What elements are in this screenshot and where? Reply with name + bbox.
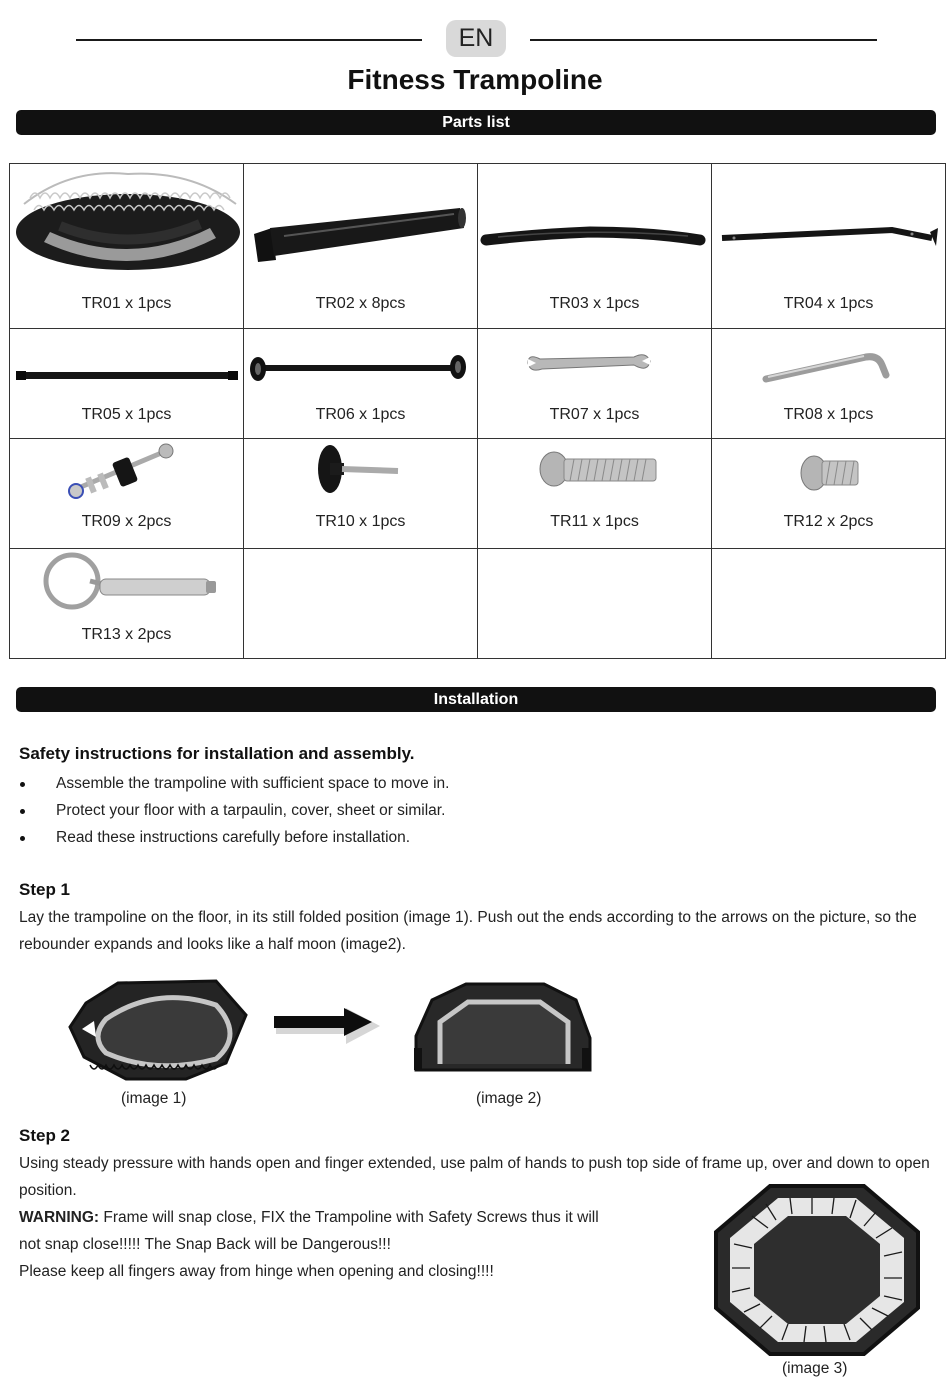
parts-table <box>9 163 946 659</box>
part-cell <box>478 329 712 439</box>
document-title: Fitness Trampoline <box>347 64 603 95</box>
step1-text-line: Lay the trampoline on the floor, in its still folded position (image 1). Push out the ends according to the arrows on the picture, so the <box>19 909 917 926</box>
part-cell <box>244 164 478 329</box>
part-label: TR07 x 1pcs <box>549 406 640 423</box>
part-cell <box>478 439 712 549</box>
part-label: TR03 x 1pcs <box>549 295 640 312</box>
part-cell <box>712 329 946 439</box>
warning-label: WARNING: <box>19 1209 100 1226</box>
straight-tube-icon <box>10 329 243 404</box>
bullet-icon <box>20 809 25 814</box>
warning-line-text: Frame will snap close, FIX the Trampoline with Safety Screws thus it will <box>99 1209 599 1226</box>
list-item <box>19 797 449 824</box>
step2-text-line: Using steady pressure with hands open and finger extended, use palm of hands to push top side of frame up, over and down to open <box>19 1155 930 1172</box>
bent-support-tube-icon <box>712 164 945 289</box>
wrench-icon <box>478 329 711 404</box>
half-moon-trampoline-image-icon <box>410 978 596 1074</box>
part-label: TR01 x 1pcs <box>81 295 172 312</box>
folded-trampoline-mat-icon <box>10 164 243 289</box>
part-label: TR04 x 1pcs <box>783 295 874 312</box>
parts-row <box>10 164 946 329</box>
warning-text <box>19 1204 659 1285</box>
part-label: TR08 x 1pcs <box>783 406 874 423</box>
part-label: TR12 x 2pcs <box>783 513 874 530</box>
part-cell <box>10 164 244 329</box>
part-cell <box>10 329 244 439</box>
empty-cell <box>244 549 478 659</box>
part-label: TR05 x 1pcs <box>81 406 172 423</box>
warning-line: not snap close!!!!! The Snap Back will be Dangerous!!! <box>19 1236 391 1253</box>
list-item-text: Assemble the trampoline with sufficient space to move in. <box>56 775 450 792</box>
bullet-icon <box>20 782 25 787</box>
parts-list-heading: Parts list <box>16 110 936 135</box>
part-label: TR13 x 2pcs <box>81 626 172 643</box>
language-badge: EN <box>446 20 506 57</box>
bullet-icon <box>20 836 25 841</box>
installation-heading: Installation <box>16 687 936 712</box>
image3-caption: (image 3) <box>782 1360 848 1377</box>
parts-row <box>10 549 946 659</box>
image1-caption: (image 1) <box>121 1090 187 1107</box>
curved-handle-tube-icon <box>478 164 711 289</box>
part-cell <box>244 439 478 549</box>
leg-tube-icon <box>244 164 477 289</box>
empty-cell <box>478 549 712 659</box>
list-item-text: Protect your floor with a tarpaulin, cover, sheet or similar. <box>56 802 446 819</box>
image2-caption: (image 2) <box>476 1090 542 1107</box>
crossbar-icon <box>244 329 477 404</box>
warning-line <box>19 1204 659 1231</box>
knob-screw-icon <box>244 439 477 514</box>
part-label: TR06 x 1pcs <box>315 406 406 423</box>
part-cell <box>10 549 244 659</box>
parts-row <box>10 439 946 549</box>
safety-title: Safety instructions for installation and assembly. <box>19 744 415 763</box>
part-label: TR10 x 1pcs <box>315 513 406 530</box>
step2-title: Step 2 <box>19 1126 71 1145</box>
header-rule-left <box>76 39 422 41</box>
warning-line: Please keep all fingers away from hinge when opening and closing!!!! <box>19 1263 494 1280</box>
part-cell <box>244 329 478 439</box>
part-cell <box>712 439 946 549</box>
short-bolt-icon <box>712 439 945 514</box>
long-bolt-icon <box>478 439 711 514</box>
allen-key-icon <box>712 329 945 404</box>
step2-text-line: position. <box>19 1182 77 1199</box>
step1-text <box>19 904 944 958</box>
safety-pin-icon <box>10 549 243 624</box>
bolt-knob-assembly-icon <box>10 439 243 514</box>
empty-cell <box>712 549 946 659</box>
part-cell <box>10 439 244 549</box>
list-item <box>19 824 449 851</box>
part-cell <box>478 164 712 329</box>
parts-row <box>10 329 946 439</box>
list-item <box>19 770 449 797</box>
folded-trampoline-image-icon <box>66 975 252 1087</box>
step1-text-line: rebounder expands and looks like a half moon (image2). <box>19 936 406 953</box>
part-label: TR09 x 2pcs <box>81 513 172 530</box>
list-item-text: Read these instructions carefully before installation. <box>56 829 411 846</box>
part-label: TR11 x 1pcs <box>550 513 639 530</box>
header-rule-right <box>530 39 877 41</box>
part-cell <box>712 164 946 329</box>
safety-list <box>19 770 449 851</box>
step1-title: Step 1 <box>19 880 71 899</box>
open-trampoline-image-icon <box>712 1182 922 1358</box>
part-label: TR02 x 8pcs <box>315 295 406 312</box>
arrow-right-icon <box>270 1004 382 1046</box>
